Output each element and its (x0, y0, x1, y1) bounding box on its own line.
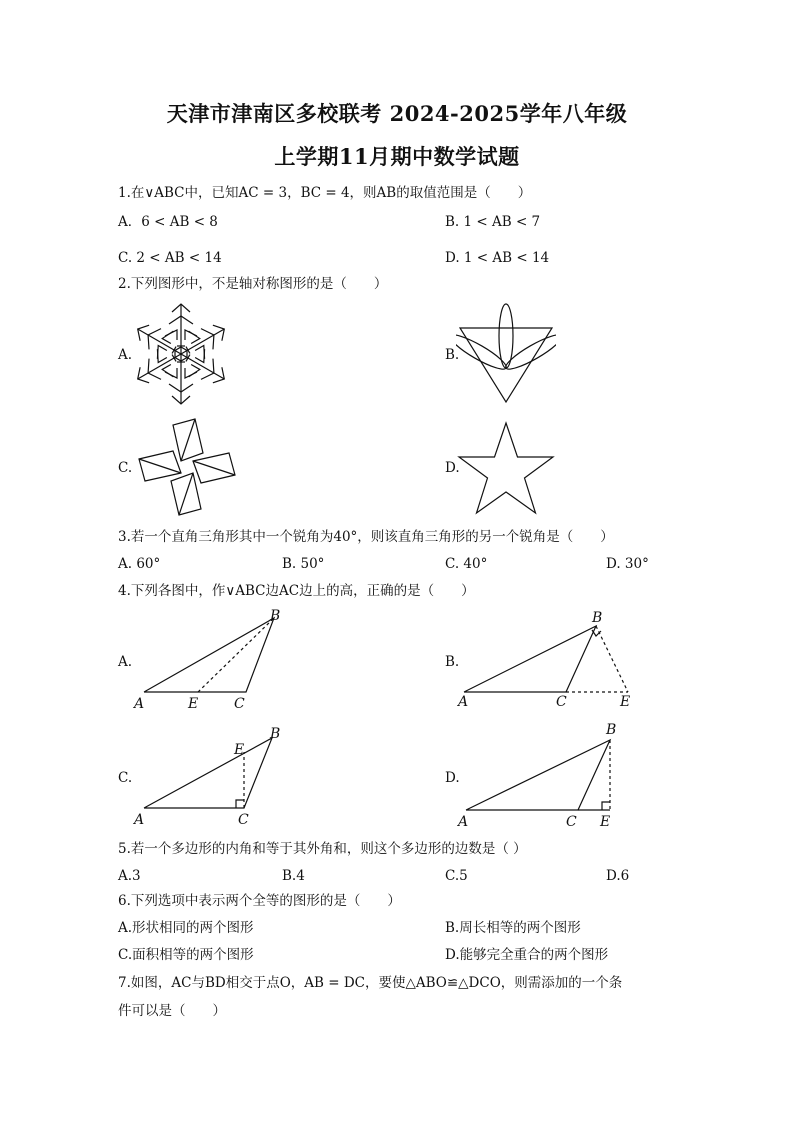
question-2-stem: 2.下列图形中，不是轴对称图形的是（ ） (118, 276, 388, 292)
question-5-option-c: C.5 (445, 868, 468, 884)
point-label-c: C (566, 814, 577, 830)
question-1-option-b: B. 1 < AB < 7 (445, 214, 541, 230)
question-4-option-a: A. (118, 654, 133, 670)
question-7-stem-continued: 件可以是（ ） (118, 1003, 226, 1019)
point-label-a: A (134, 696, 145, 712)
question-6-option-c: C.面积相等的两个图形 (118, 947, 254, 963)
question-6-stem: 6.下列选项中表示两个全等的图形的是（ ） (118, 893, 401, 909)
question-1-option-d: D. 1 < AB < 14 (445, 250, 550, 266)
point-label-b: B (270, 608, 281, 624)
question-4-option-b: B. (445, 654, 460, 670)
point-label-a: A (134, 812, 145, 828)
question-6-option-d: D.能够完全重合的两个图形 (445, 947, 609, 963)
page-title-line1: 天津市津南区多校联考 2024-2025学年八年级 (166, 101, 628, 126)
question-2-option-c: C. (118, 460, 133, 476)
star-figure (456, 420, 556, 516)
triangle-ellipses-figure (456, 302, 556, 406)
question-5-option-d: D.6 (606, 868, 630, 884)
question-2-option-a: A. (118, 347, 133, 363)
point-label-b: B (592, 610, 603, 626)
triangle-figure-b (452, 606, 642, 712)
snowflake-figure (128, 298, 234, 410)
question-7-stem: 7.如图，AC与BD相交于点O，AB = DC，要使△ABO≌△DCO，则需添加的一个条 (118, 975, 623, 991)
question-1-stem: 1.在∨ABC中，已知AC = 3，BC = 4，则AB的取值范围是（ ） (118, 185, 532, 201)
point-label-c: C (238, 812, 249, 828)
question-5-stem: 5.若一个多边形的内角和等于其外角和，则这个多边形的边数是（ ） (118, 841, 527, 857)
question-3-option-c: C. 40° (445, 556, 488, 572)
triangle-figure-a (128, 606, 298, 712)
question-5-option-a: A.3 (118, 868, 141, 884)
question-3-option-b: B. 50° (282, 556, 325, 572)
question-6-option-a: A.形状相同的两个图形 (118, 920, 254, 936)
point-label-e: E (600, 814, 611, 830)
point-label-e: E (234, 742, 245, 758)
question-3-option-a: A. 60° (118, 556, 161, 572)
point-label-e: E (188, 696, 199, 712)
question-5-option-b: B.4 (282, 868, 305, 884)
triangle-figure-d (452, 718, 632, 830)
question-2-option-b: B. (445, 347, 460, 363)
pinwheel-figure (134, 414, 240, 520)
question-4-option-c: C. (118, 770, 133, 786)
question-1-option-a: A．6 < AB < 8 (118, 214, 218, 230)
question-4-option-d: D. (445, 770, 460, 786)
triangle-figure-c (128, 722, 298, 830)
question-6-option-b: B.周长相等的两个图形 (445, 920, 581, 936)
point-label-e: E (620, 694, 631, 710)
point-label-c: C (556, 694, 567, 710)
question-1-option-c: C. 2 < AB < 14 (118, 250, 222, 266)
point-label-a: A (458, 814, 469, 830)
point-label-a: A (458, 694, 469, 710)
point-label-b: B (270, 726, 281, 742)
question-3-stem: 3.若一个直角三角形其中一个锐角为40°，则该直角三角形的另一个锐角是（ ） (118, 529, 614, 545)
point-label-c: C (234, 696, 245, 712)
question-3-option-d: D. 30° (606, 556, 649, 572)
question-4-stem: 4.下列各图中，作∨ABC边AC边上的高，正确的是（ ） (118, 583, 475, 599)
question-2-option-d: D. (445, 460, 460, 476)
page-title-line2: 上学期11月期中数学试题 (274, 144, 520, 169)
point-label-b: B (606, 722, 617, 738)
